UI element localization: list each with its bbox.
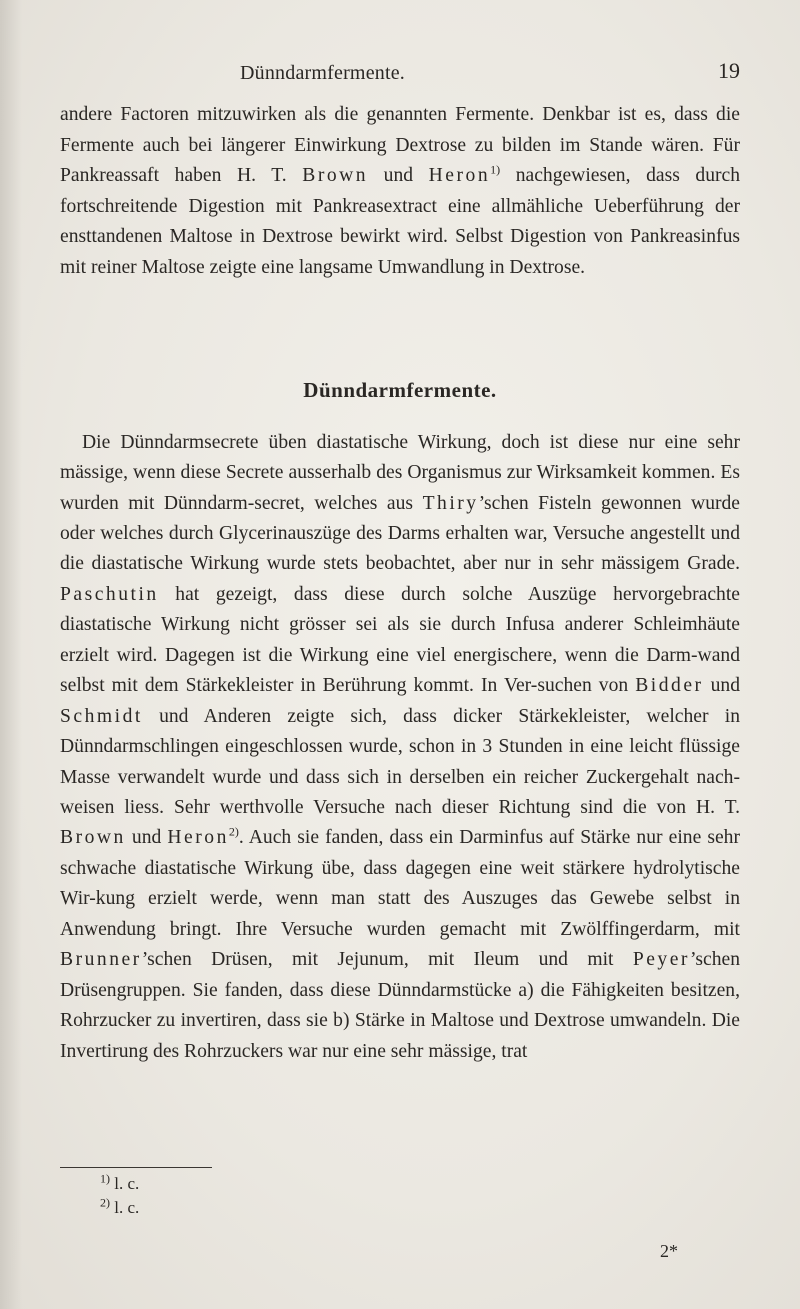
author-name-brunner: Brunner: [60, 949, 142, 971]
text-run: Die Dünndarmsecrete üben diastatische Wirkung, doch ist diese nur eine sehr mässige, wenn diese Secrete ausserhalb des Organismus zur Wirksamkeit kommen. Es wurden mit Dünndarm-secret, welches aus: [60, 431, 740, 514]
text-run: hat gezeigt, dass diese durch solche Auszüge hervorgebrachte diastatische Wirkung nicht grösser sei als sie durch Infusa anderer Schleimhäute erzielt wird. Dagegen ist die Wirkung eine viel energischere, wenn die Darm-wand selbst mit dem Stärkekleister in Berührung kommt. In Ver-suchen von: [60, 583, 740, 697]
footnote-text: l. c.: [110, 1174, 140, 1193]
author-name-thiry: Thiry: [422, 492, 479, 514]
footnote-ref-1: 1): [490, 162, 501, 177]
text-run: und Anderen zeigte sich, dass dicker Stärkekleister, welcher in Dünndarmschlingen eingeschlossen wurde, schon in 3 Stunden in eine leicht flüssige Masse verwandelt wurde und dass sich in derselben ein reicher Zuckergehalt nach-weisen liess. Sehr werthvolle Versuche nach dieser Richtung sind die von H. T.: [60, 705, 740, 819]
author-name-peyer: Peyer: [632, 949, 690, 971]
author-name-brown: Brown: [302, 165, 369, 186]
footnote-rule: [60, 1167, 212, 1168]
page-spine-shadow: [0, 0, 22, 1309]
footnote-mark: 1): [100, 1171, 110, 1186]
author-name-schmidt: Schmidt: [60, 705, 143, 727]
footnotes: [100, 1172, 139, 1220]
author-name-paschutin: Paschutin: [60, 583, 159, 605]
text-run: ’schen Fisteln gewonnen wurde oder welches durch Glycerinauszüge des Darms erhalten war, Versuche angestellt und die diastatische Wirkung wurde stets beobachtet, aber nur in sehr mässigem Grade.: [60, 492, 741, 575]
section-heading: Dünndarmfermente.: [303, 378, 497, 402]
text-run: . Auch sie fanden, dass ein Darminfus auf Stärke nur eine sehr schwache diastatische Wirkung übe, dass dagegen eine weit stärkere hydrolytische Wir-kung erzielt werde, wenn man statt des Auszuges das Gewebe selbst in Anwendung bringt. Ihre Versuche wurden gemacht mit Zwölffingerdarm, mit: [60, 827, 740, 940]
text-run: und: [125, 827, 168, 849]
text-run: und: [368, 165, 429, 186]
text-run: ’schen Drüsengruppen. Sie fanden, dass diese Dünndarmstücke a) die Fähigkeiten besitzen, Rohrzucker zu invertiren, dass sie b) Stärke in Maltose und Dextrose umwandeln. Die Invertirung des Rohrzuckers war nur eine sehr mässige, trat: [60, 949, 740, 1062]
running-head: Dünndarmfermente.: [240, 62, 406, 84]
signature-mark: 2*: [660, 1241, 678, 1261]
author-name-brown-2: Brown: [60, 827, 126, 849]
footnote-mark: 2): [100, 1195, 110, 1210]
page-header: [100, 50, 740, 90]
page-number: 19: [718, 58, 740, 83]
paragraph-continued: [60, 100, 740, 283]
text-run: andere Factoren mitzuwirken als die genannten Fermente. Denkbar ist es, dass die Fermente auch bei längerer Einwirkung Dextrose zu bilden im Stande wären. Für Pankreassaft haben H. T.: [60, 104, 740, 186]
author-name-heron: Heron: [428, 165, 491, 186]
author-name-heron-2: Heron: [167, 827, 229, 849]
text-run: und: [703, 675, 740, 697]
text-run: ’schen Drüsen, mit Jejunum, mit Ileum und mit: [141, 949, 633, 971]
author-name-bidder: Bidder: [635, 675, 704, 697]
footnote-2: [100, 1196, 139, 1220]
text-run: nachgewiesen, dass durch fortschreitende Digestion mit Pankreasextract eine allmähliche Ueberführung der ensttandenen Maltose in Dextrose bewirkt wird. Selbst Digestion von Pankreasinfus mit reiner Maltose zeigte eine langsame Umwandlung in Dextrose.: [60, 165, 741, 278]
section-paragraph: [60, 408, 740, 1087]
footnote-ref-2: 2): [228, 824, 239, 839]
footnote-1: [100, 1172, 139, 1196]
footnote-text: l. c.: [110, 1198, 140, 1217]
